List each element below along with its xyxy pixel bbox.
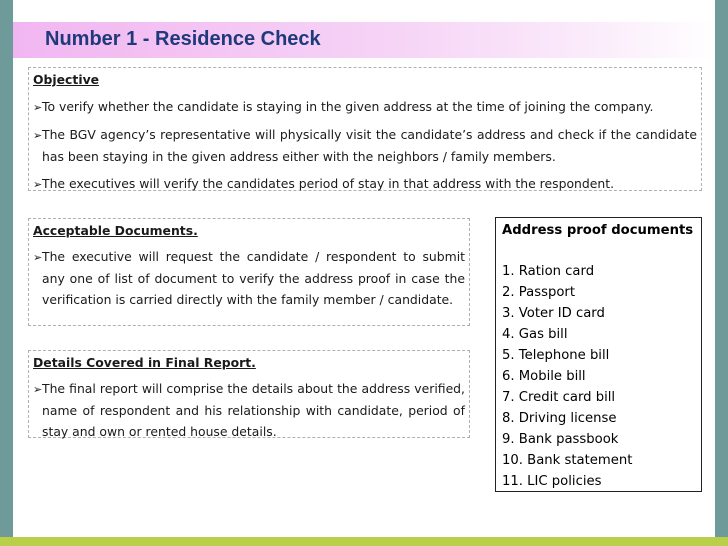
objective-bullet: ➢To verify whether the candidate is staying in the given address at the time of joining the company. — [33, 96, 697, 118]
list-item: 7. Credit card bill — [502, 390, 616, 405]
final-report-box — [28, 350, 470, 438]
list-item: 11. LIC policies — [502, 474, 602, 489]
objective-box — [28, 67, 702, 191]
bottom-accent-bar — [0, 537, 728, 546]
details-bullet: ➢The final report will comprise the details about the address verified, name of respondent and his relationship with candidate, period of stay and own or rented house details. — [33, 381, 465, 439]
slide-title: Number 1 - Residence Check — [45, 28, 321, 50]
list-item: 8. Driving license — [502, 411, 617, 426]
left-accent-bar — [0, 0, 13, 546]
arrow-bullet-icon: ➢ — [33, 129, 43, 142]
list-item: 6. Mobile bill — [502, 369, 586, 384]
acceptable-bullet: ➢The executive will request the candidate / respondent to submit any one of list of document to verify the address proof in case the verification is carried directly with the family member / candidate. — [33, 249, 465, 307]
acceptable-heading: Acceptable Documents. — [33, 223, 198, 238]
arrow-bullet-icon: ➢ — [33, 251, 43, 264]
list-item: 5. Telephone bill — [502, 348, 610, 363]
address-proof-heading: Address proof documents — [502, 223, 694, 238]
arrow-bullet-icon: ➢ — [33, 383, 43, 396]
list-item: 3. Voter ID card — [502, 306, 605, 321]
objective-bullet: ➢The executives will verify the candidates period of stay in that address with the respondent. — [33, 173, 697, 195]
address-proof-box — [495, 217, 702, 492]
list-item: 9. Bank passbook — [502, 432, 619, 447]
arrow-bullet-icon: ➢ — [33, 101, 43, 114]
objective-bullet: ➢The BGV agency’s representative will physically visit the candidate’s address and check if the candidate has been staying in the given address either with the neighbors / family members. — [33, 127, 697, 164]
right-accent-bar — [715, 0, 728, 546]
list-item: 4. Gas bill — [502, 327, 568, 342]
arrow-bullet-icon: ➢ — [33, 178, 43, 191]
acceptable-documents-box — [28, 218, 470, 326]
address-proof-list — [502, 261, 695, 492]
objective-heading: Objective — [33, 72, 100, 87]
list-item: 1. Ration card — [502, 264, 595, 279]
list-item: 2. Passport — [502, 285, 575, 300]
details-heading: Details Covered in Final Report. — [33, 355, 256, 370]
list-item: 10. Bank statement — [502, 453, 633, 468]
